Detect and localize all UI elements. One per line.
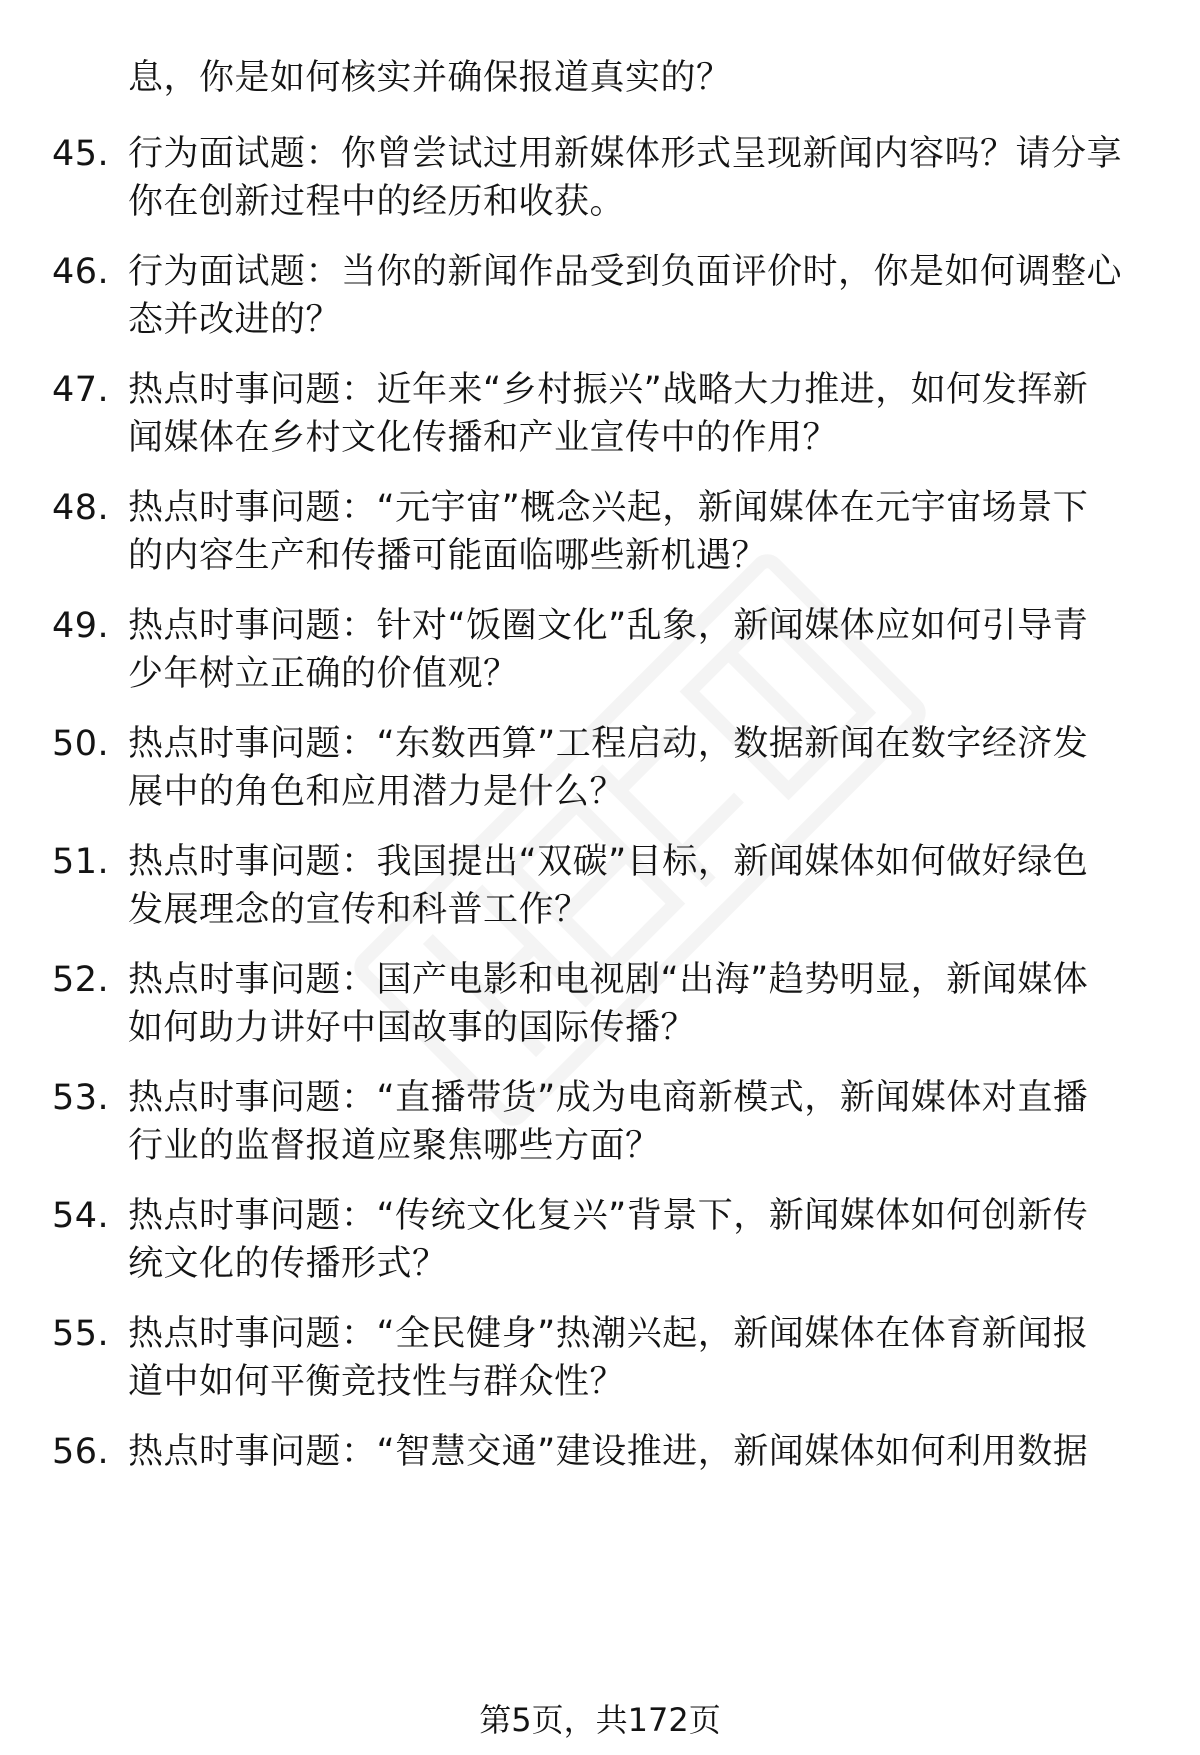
item-number: 46. xyxy=(52,252,110,292)
item-text: 热点时事问题：我国提出“双碳”目标，新闻媒体如何做好绿色 发展理念的宣传和科普工作？ xyxy=(128,842,1089,930)
item-text: 热点时事问题：“直播带货”成为电商新模式，新闻媒体对直播 行业的监督报道应聚焦哪些方面？ xyxy=(128,1078,1089,1166)
item-text: 热点时事问题：“东数西算”工程启动，数据新闻在数字经济发 展中的角色和应用潜力是什么？ xyxy=(128,724,1089,812)
item-number: 50. xyxy=(52,724,110,764)
continuation-text: 息，你是如何核实并确保报道真实的？ xyxy=(128,58,732,98)
item-text: 热点时事问题：国产电影和电视剧“出海”趋势明显，新闻媒体 如何助力讲好中国故事的国际传播？ xyxy=(128,960,1089,1048)
item-number: 52. xyxy=(52,960,110,1000)
item-number: 47. xyxy=(52,370,110,410)
item-number: 51. xyxy=(52,842,110,882)
item-number: 45. xyxy=(52,134,110,174)
item-text: 热点时事问题：“全民健身”热潮兴起，新闻媒体在体育新闻报 道中如何平衡竞技性与群众性？ xyxy=(128,1314,1089,1402)
item-text: 行为面试题：你曾尝试过用新媒体形式呈现新闻内容吗？请分享 你在创新过程中的经历和收获。 xyxy=(128,134,1123,222)
item-text: 热点时事问题：针对“饭圈文化”乱象，新闻媒体应如何引导青 少年树立正确的价值观？ xyxy=(128,606,1089,694)
item-number: 54. xyxy=(52,1196,110,1236)
page-number-footer: 第5页，共172页 xyxy=(479,1701,721,1739)
item-number: 53. xyxy=(52,1078,110,1118)
item-text: 热点时事问题：近年来“乡村振兴”战略大力推进，如何发挥新 闻媒体在乡村文化传播和产业宣传中的作用？ xyxy=(128,370,1089,458)
item-text: 热点时事问题：“传统文化复兴”背景下，新闻媒体如何创新传 统文化的传播形式？ xyxy=(128,1196,1089,1284)
item-text: 热点时事问题：“智慧交通”建设推进，新闻媒体如何利用数据 xyxy=(128,1432,1089,1472)
item-text: 行为面试题：当你的新闻作品受到负面评价时，你是如何调整心 态并改进的？ xyxy=(128,252,1123,340)
item-number: 49. xyxy=(52,606,110,646)
item-number: 56. xyxy=(52,1432,110,1472)
item-text: 热点时事问题：“元宇宙”概念兴起，新闻媒体在元宇宙场景下 的内容生产和传播可能面临哪些新机遇？ xyxy=(128,488,1089,576)
item-number: 55. xyxy=(52,1314,110,1354)
item-number: 48. xyxy=(52,488,110,528)
